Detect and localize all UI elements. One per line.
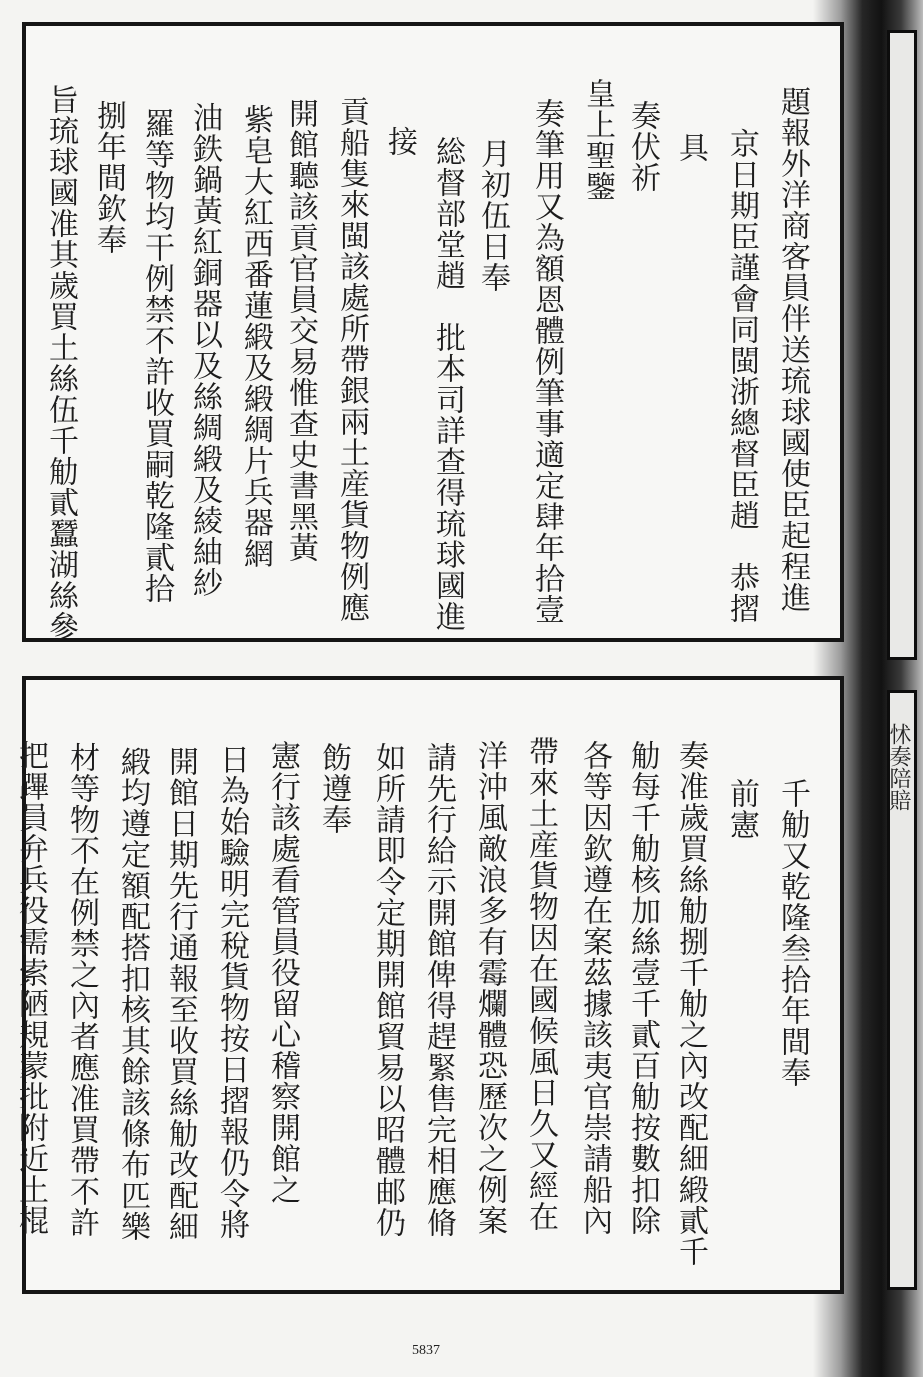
text-column: 貢船隻來閩該處所帶銀兩土産貨物例應 (334, 96, 369, 623)
adjacent-page-frame-top (887, 30, 917, 660)
text-column: 題報外洋商客員伴送琉球國使臣起程進 (775, 86, 810, 613)
text-column: 觔每千觔核加絲壹千貳百觔按數扣除 (625, 740, 660, 1236)
adjacent-page-frame-bottom (887, 690, 917, 1290)
text-column: 開館日期先行通報至收買絲觔改配細 (163, 746, 198, 1242)
text-column: 奏准歲買絲觔捌千觔之內改配細緞貳千 (673, 740, 708, 1267)
text-column: 京日期臣謹會同閩浙總督臣趙 恭摺 (724, 128, 759, 624)
text-column: 皇上聖鑒 (580, 78, 615, 202)
text-column: 前憲 (724, 778, 759, 840)
document-panel-top (22, 22, 844, 642)
text-column: 如所請即令定期開館貿易以昭體邮仍 (370, 742, 405, 1238)
text-column: 把蹕員弁兵役需索陋規蒙批附近土棍 (13, 740, 48, 1236)
text-column: 憲行該處看管員役留心稽察開館之 (265, 740, 300, 1205)
text-column: 紫皂大紅西番蓮緞及緞綢片兵器網 (238, 104, 273, 569)
text-column: 奏伏祈 (625, 100, 660, 193)
text-column: 総督部堂趙 批本司詳查得琉球國進 (430, 136, 465, 632)
text-column: 捌年間欽奉 (91, 100, 126, 255)
text-column: 日為始驗明完稅貨物按日摺報仍令將 (214, 744, 249, 1240)
text-column: 飭遵奉 (316, 742, 351, 835)
text-column: 各等因欽遵在案茲據該夷官崇請船內 (577, 740, 612, 1236)
document-panel-bottom (13, 676, 844, 1294)
text-column: 洋沖風敵浪多有霉爛體恐歷次之例案 (472, 740, 507, 1236)
page-number: 5837 (412, 1343, 440, 1358)
adjacent-page-text: 怵奏陪賠 (886, 723, 911, 811)
text-column: 奏筆用又為額恩體例筆事適定肆年拾壹 (529, 98, 564, 625)
text-column: 千觔又乾隆叁拾年間奉 (775, 778, 810, 1088)
text-column: 羅等物均干例禁不許收買嗣乾隆貳拾 (139, 108, 174, 604)
text-column: 具 (673, 132, 708, 163)
text-column: 緞均遵定額配搭扣核其餘該條布匹樂 (115, 746, 150, 1242)
text-column: 油鉄鍋黃紅銅器以及絲綢緞及綾紬紗 (187, 102, 222, 598)
text-column: 旨琉球國准其歲買土絲伍千觔貳蠶湖絲參 (43, 84, 78, 642)
text-column: 月初伍日奉 (475, 138, 510, 293)
text-column: 材等物不在例禁之內者應准買帶不許 (64, 742, 99, 1238)
text-column: 請先行給示開館俾得趕緊售完相應脩 (421, 742, 456, 1238)
text-column: 接 (382, 126, 417, 157)
text-column: 開館聽該貢官員交易惟查史書黑黃 (283, 98, 318, 563)
text-column: 帶來土産貨物因在國候風日久又經在 (523, 736, 558, 1232)
